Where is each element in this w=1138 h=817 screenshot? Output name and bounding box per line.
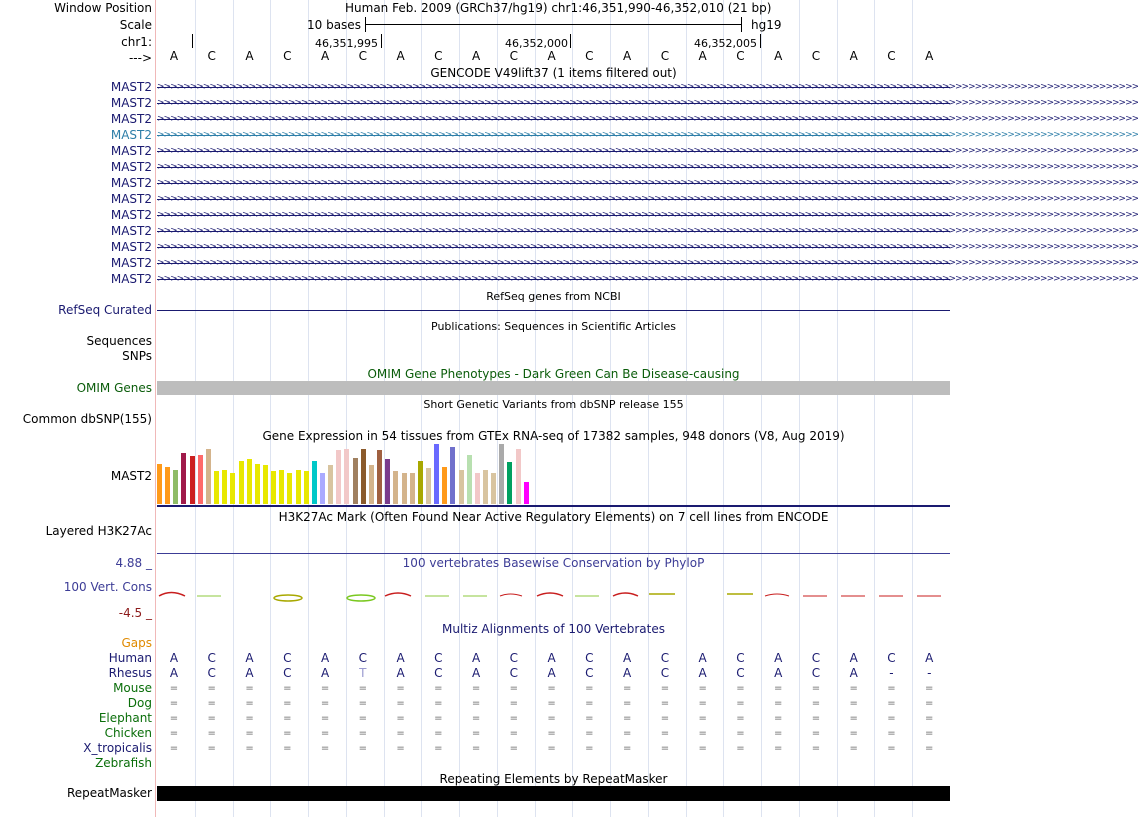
alignment-base: = <box>698 713 707 724</box>
omim-track-title: OMIM Gene Phenotypes - Dark Green Can Be Disease-causing <box>367 367 740 381</box>
gtex-tissue-bar[interactable] <box>279 470 284 504</box>
alignment-base: - <box>927 666 932 680</box>
alignment-base: = <box>283 713 292 724</box>
gtex-tissue-bar[interactable] <box>402 473 407 504</box>
alignment-base: = <box>925 698 934 709</box>
alignment-base: = <box>736 743 745 754</box>
alignment-base: = <box>283 743 292 754</box>
base-letter: A <box>320 49 330 63</box>
alignment-base: = <box>320 743 330 754</box>
alignment-base: C <box>736 666 745 680</box>
alignment-base: = <box>471 683 481 694</box>
alignment-base: = <box>585 743 594 754</box>
gtex-tissue-bar[interactable] <box>263 465 268 504</box>
gencode-gene-label[interactable]: MAST2 <box>110 80 152 94</box>
gtex-tissue-bar[interactable] <box>385 459 390 504</box>
gencode-gene-label[interactable]: MAST2 <box>110 240 152 254</box>
gtex-tissue-bar[interactable] <box>516 449 521 504</box>
alignment-base: = <box>811 743 821 754</box>
alignment-base: = <box>358 713 367 724</box>
gencode-gene-label[interactable]: MAST2 <box>110 272 152 286</box>
multiz-track-title: Multiz Alignments of 100 Vertebrates <box>441 622 666 636</box>
gtex-tissue-bar[interactable] <box>206 449 211 504</box>
alignment-base: = <box>434 743 443 754</box>
alignment-base: = <box>169 698 179 709</box>
alignment-base: C <box>434 666 443 680</box>
alignment-base: = <box>849 728 858 739</box>
gtex-tissue-bar[interactable] <box>271 471 276 504</box>
alignment-base: = <box>773 683 783 694</box>
gtex-tissue-bar[interactable] <box>296 470 301 504</box>
gencode-transcript[interactable]: >>>>>>>>>>>>>>>>>>>>>>>>>>>>>>>>>>>>>>>>>>>>>>>>>>>>>>>>>>>>>>>>>>>>>>>>>>>>>>>>>>>>>>>>>>>>>>>>>>>>>>>>>>>>>>>>>>>>>>>>>>>>>>>>>>>>>>>>>>>>>>>>>>>>>> <box>157 130 1138 140</box>
gencode-transcript[interactable]: >>>>>>>>>>>>>>>>>>>>>>>>>>>>>>>>>>>>>>>>>>>>>>>>>>>>>>>>>>>>>>>>>>>>>>>>>>>>>>>>>>>>>>>>>>>>>>>>>>>>>>>>>>>>>>>>>>>>>>>>>>>>>>>>>>>>>>>>>>>>>>>>>>>>>> <box>157 146 1138 156</box>
coord-tick-major <box>760 34 761 48</box>
alignment-base: = <box>698 698 707 709</box>
gtex-tissue-bar[interactable] <box>442 467 447 504</box>
alignment-base: = <box>773 698 783 709</box>
alignment-base: = <box>471 743 481 754</box>
gtex-tissue-bar[interactable] <box>222 470 227 504</box>
alignment-base: = <box>434 728 443 739</box>
alignment-base: C <box>509 651 519 665</box>
alignment-base: = <box>622 728 632 739</box>
alignment-base: A <box>169 651 179 665</box>
alignment-base: = <box>547 683 556 694</box>
species-label-rhesus[interactable]: Rhesus <box>108 666 152 680</box>
gtex-gene-label[interactable]: MAST2 <box>110 469 152 483</box>
alignment-base: = <box>736 683 745 694</box>
alignment-base: = <box>245 728 254 739</box>
alignment-base: A <box>849 651 858 665</box>
alignment-base: = <box>169 743 179 754</box>
species-label-human[interactable]: Human <box>108 651 152 665</box>
cons-min-label: -4.5 _ <box>118 606 152 620</box>
species-label-mouse[interactable]: Mouse <box>113 681 152 695</box>
gtex-tissue-bar[interactable] <box>418 461 423 504</box>
assembly-label: hg19 <box>751 18 782 32</box>
alignment-base: = <box>245 683 254 694</box>
gencode-transcript[interactable]: >>>>>>>>>>>>>>>>>>>>>>>>>>>>>>>>>>>>>>>>>>>>>>>>>>>>>>>>>>>>>>>>>>>>>>>>>>>>>>>>>>>>>>>>>>>>>>>>>>>>>>>>>>>>>>>>>>>>>>>>>>>>>>>>>>>>>>>>>>>>>>>>>>>>>> <box>157 178 1138 188</box>
alignment-base: = <box>396 683 405 694</box>
gtex-tissue-bar[interactable] <box>304 471 309 504</box>
alignment-base: - <box>889 666 894 680</box>
coord-tick-label: 46,351,995 <box>315 37 378 50</box>
alignment-base: = <box>622 683 632 694</box>
alignment-base: A <box>849 666 858 680</box>
gencode-gene-label[interactable]: MAST2 <box>110 160 152 174</box>
base-letter: C <box>207 49 216 63</box>
alignment-base: C <box>509 666 519 680</box>
base-letter: C <box>660 49 670 63</box>
alignment-base: = <box>698 743 707 754</box>
gtex-tissue-bar[interactable] <box>247 459 252 504</box>
alignment-base: C <box>283 651 292 665</box>
alignment-base: = <box>434 683 443 694</box>
alignment-base: A <box>774 651 783 665</box>
gtex-track-title: Gene Expression in 54 tissues from GTEx RNA-seq of 17382 samples, 948 donors (V8, Aug 2019) <box>262 429 845 443</box>
base-letter: A <box>925 49 934 63</box>
alignment-base: = <box>471 713 481 724</box>
alignment-base: A <box>471 651 481 665</box>
alignment-base: C <box>811 651 821 665</box>
gencode-transcript[interactable]: >>>>>>>>>>>>>>>>>>>>>>>>>>>>>>>>>>>>>>>>>>>>>>>>>>>>>>>>>>>>>>>>>>>>>>>>>>>>>>>>>>>>>>>>>>>>>>>>>>>>>>>>>>>>>>>>>>>>>>>>>>>>>>>>>>>>>>>>>>>>>>>>>>>>>> <box>157 242 1138 252</box>
alignment-base: = <box>660 728 670 739</box>
gencode-gene-label[interactable]: MAST2 <box>110 128 152 142</box>
base-letter: C <box>358 49 367 63</box>
alignment-base: = <box>773 713 783 724</box>
alignment-base: = <box>283 698 292 709</box>
gencode-gene-label[interactable]: MAST2 <box>110 112 152 126</box>
alignment-base: A <box>245 651 254 665</box>
alignment-base: = <box>509 743 519 754</box>
gtex-tissue-bar[interactable] <box>491 473 496 504</box>
gtex-tissue-bar[interactable] <box>255 464 260 504</box>
phylop-track-title: 100 vertebrates Basewise Conservation by PhyloP <box>402 556 705 570</box>
gtex-tissue-bar[interactable] <box>426 468 431 504</box>
alignment-base: A <box>547 651 556 665</box>
gencode-gene-label[interactable]: MAST2 <box>110 176 152 190</box>
alignment-base: C <box>660 651 670 665</box>
track-label-column <box>0 0 155 817</box>
gencode-gene-label[interactable]: MAST2 <box>110 144 152 158</box>
h3k27ac-track-title: H3K27Ac Mark (Often Found Near Active Regulatory Elements) on 7 cell lines from ENCODE <box>278 510 829 524</box>
snps-label[interactable]: SNPs <box>122 349 152 363</box>
alignment-base: = <box>887 698 896 709</box>
alignment-base: A <box>698 651 707 665</box>
alignment-base: = <box>320 683 330 694</box>
alignment-base: = <box>811 683 821 694</box>
alignment-base: = <box>396 743 405 754</box>
alignment-base: = <box>320 728 330 739</box>
alignment-base: C <box>434 651 443 665</box>
coord-tick-label: 46,352,000 <box>505 37 568 50</box>
alignment-base: = <box>245 698 254 709</box>
gtex-tissue-bar[interactable] <box>157 464 162 504</box>
gencode-transcript[interactable]: >>>>>>>>>>>>>>>>>>>>>>>>>>>>>>>>>>>>>>>>>>>>>>>>>>>>>>>>>>>>>>>>>>>>>>>>>>>>>>>>>>>>>>>>>>>>>>>>>>>>>>>>>>>>>>>>>>>>>>>>>>>>>>>>>>>>>>>>>>>>>>>>>>>>>> <box>157 82 1138 92</box>
base-letter: A <box>698 49 707 63</box>
alignment-base: = <box>207 683 216 694</box>
phylop-wiggle[interactable] <box>157 586 950 606</box>
alignment-base: = <box>207 698 216 709</box>
alignment-base: = <box>283 728 292 739</box>
alignment-base: C <box>811 666 821 680</box>
alignment-base: = <box>887 713 896 724</box>
alignment-base: T <box>359 666 367 680</box>
alignment-base: = <box>396 728 405 739</box>
gencode-gene-label[interactable]: MAST2 <box>110 224 152 238</box>
alignment-base: A <box>774 666 783 680</box>
gencode-transcript[interactable]: >>>>>>>>>>>>>>>>>>>>>>>>>>>>>>>>>>>>>>>>>>>>>>>>>>>>>>>>>>>>>>>>>>>>>>>>>>>>>>>>>>>>>>>>>>>>>>>>>>>>>>>>>>>>>>>>>>>>>>>>>>>>>>>>>>>>>>>>>>>>>>>>>>>>>> <box>157 194 1138 204</box>
alignment-base: A <box>925 651 934 665</box>
alignment-base: = <box>925 713 934 724</box>
alignment-base: A <box>547 666 556 680</box>
alignment-base: C <box>660 666 670 680</box>
base-letter: A <box>547 49 556 63</box>
repeatmasker-track-title: Repeating Elements by RepeatMasker <box>439 772 668 786</box>
alignment-base: = <box>849 698 858 709</box>
base-letter: C <box>887 49 896 63</box>
cons-track-label[interactable]: 100 Vert. Cons <box>63 580 152 594</box>
alignment-base: = <box>925 683 934 694</box>
alignment-base: = <box>773 743 783 754</box>
gtex-tissue-bar[interactable] <box>467 455 472 504</box>
gencode-gene-label[interactable]: MAST2 <box>110 208 152 222</box>
alignment-base: = <box>849 683 858 694</box>
alignment-base: C <box>585 666 594 680</box>
alignment-base: = <box>320 698 330 709</box>
alignment-base: = <box>773 728 783 739</box>
alignment-base: = <box>811 713 821 724</box>
coord-tick-major <box>192 34 193 48</box>
gencode-gene-label[interactable]: MAST2 <box>110 96 152 110</box>
gtex-tissue-bar[interactable] <box>173 470 178 504</box>
base-letter: C <box>283 49 292 63</box>
alignment-base: A <box>471 666 481 680</box>
alignment-base: = <box>509 728 519 739</box>
window-position-label: Window Position <box>54 1 152 15</box>
gtex-tissue-bar[interactable] <box>434 444 439 504</box>
alignment-base: A <box>396 666 405 680</box>
gtex-tissue-bar[interactable] <box>483 470 488 504</box>
alignment-base: A <box>320 666 330 680</box>
alignment-base: C <box>207 651 216 665</box>
publications-track-title: Publications: Sequences in Scientific Articles <box>431 320 676 333</box>
base-letter: A <box>245 49 254 63</box>
gtex-tissue-bar[interactable] <box>287 473 292 504</box>
coord-tick-label: 46,352,005 <box>694 37 757 50</box>
alignment-base: = <box>698 728 707 739</box>
alignment-base: = <box>585 698 594 709</box>
gencode-transcript[interactable]: >>>>>>>>>>>>>>>>>>>>>>>>>>>>>>>>>>>>>>>>>>>>>>>>>>>>>>>>>>>>>>>>>>>>>>>>>>>>>>>>>>>>>>>>>>>>>>>>>>>>>>>>>>>>>>>>>>>>>>>>>>>>>>>>>>>>>>>>>>>>>>>>>>>>>> <box>157 210 1138 220</box>
scale-bar-right-tick <box>741 17 742 32</box>
alignment-base: A <box>698 666 707 680</box>
chr-label: chr1: <box>121 35 152 49</box>
alignment-base: = <box>245 743 254 754</box>
gencode-transcript[interactable]: >>>>>>>>>>>>>>>>>>>>>>>>>>>>>>>>>>>>>>>>>>>>>>>>>>>>>>>>>>>>>>>>>>>>>>>>>>>>>>>>>>>>>>>>>>>>>>>>>>>>>>>>>>>>>>>>>>>>>>>>>>>>>>>>>>>>>>>>>>>>>>>>>>>>>> <box>157 258 1138 268</box>
base-letter: A <box>774 49 783 63</box>
gtex-tissue-bar[interactable] <box>344 449 349 504</box>
gtex-tissue-bar[interactable] <box>393 471 398 504</box>
alignment-base: = <box>471 698 481 709</box>
gtex-tissue-bar[interactable] <box>214 471 219 504</box>
alignment-base: = <box>585 683 594 694</box>
alignment-base: = <box>811 728 821 739</box>
alignment-base: C <box>585 651 594 665</box>
alignment-base: C <box>736 651 745 665</box>
dbsnp-track-title: Short Genetic Variants from dbSNP release 155 <box>423 398 684 411</box>
alignment-base: = <box>358 698 367 709</box>
refseq-gene-line[interactable] <box>157 310 950 311</box>
omim-genes-label[interactable]: OMIM Genes <box>76 381 152 395</box>
gaps-label[interactable]: Gaps <box>121 636 152 650</box>
alignment-base: = <box>207 728 216 739</box>
alignment-base: = <box>811 698 821 709</box>
alignment-base: A <box>245 666 254 680</box>
alignment-base: = <box>434 713 443 724</box>
gtex-tissue-bar[interactable] <box>369 465 374 504</box>
species-label-x-tropicalis[interactable]: X_tropicalis <box>83 741 152 755</box>
gencode-transcript[interactable]: >>>>>>>>>>>>>>>>>>>>>>>>>>>>>>>>>>>>>>>>>>>>>>>>>>>>>>>>>>>>>>>>>>>>>>>>>>>>>>>>>>>>>>>>>>>>>>>>>>>>>>>>>>>>>>>>>>>>>>>>>>>>>>>>>>>>>>>>>>>>>>>>>>>>>> <box>157 98 1138 108</box>
alignment-base: = <box>736 698 745 709</box>
alignment-base: = <box>169 728 179 739</box>
sequences-label[interactable]: Sequences <box>86 334 152 348</box>
gtex-tissue-bar[interactable] <box>507 462 512 504</box>
gtex-tissue-bar[interactable] <box>361 449 366 504</box>
gtex-tissue-bar[interactable] <box>410 473 415 504</box>
alignment-base: A <box>320 651 330 665</box>
gtex-tissue-bar[interactable] <box>190 456 195 504</box>
alignment-base: = <box>207 713 216 724</box>
coord-tick-major <box>381 34 382 48</box>
gtex-tissue-bar[interactable] <box>239 461 244 504</box>
alignment-base: A <box>169 666 179 680</box>
species-label-elephant[interactable]: Elephant <box>98 711 152 725</box>
alignment-base: = <box>471 728 481 739</box>
alignment-base: = <box>547 713 556 724</box>
base-letter: A <box>471 49 481 63</box>
gtex-gene-line <box>157 505 950 507</box>
base-letter: C <box>434 49 443 63</box>
gtex-tissue-bar[interactable] <box>165 467 170 504</box>
track-image-area[interactable] <box>157 0 1138 817</box>
omim-gene-bar[interactable] <box>157 381 950 395</box>
alignment-base: A <box>396 651 405 665</box>
gtex-tissue-bar[interactable] <box>181 453 186 504</box>
scale-text: 10 bases <box>307 18 361 32</box>
alignment-base: = <box>849 713 858 724</box>
scale-bar <box>365 24 741 25</box>
refseq-curated-label[interactable]: RefSeq Curated <box>58 303 152 317</box>
species-label-dog[interactable]: Dog <box>127 696 152 710</box>
base-letter: C <box>509 49 519 63</box>
alignment-base: = <box>660 713 670 724</box>
alignment-base: = <box>887 743 896 754</box>
base-letter: A <box>169 49 179 63</box>
alignment-base: C <box>887 651 896 665</box>
alignment-base: = <box>245 713 254 724</box>
alignment-base: = <box>887 728 896 739</box>
strand-label: ---> <box>128 51 152 65</box>
gencode-gene-label[interactable]: MAST2 <box>110 256 152 270</box>
gtex-tissue-bar[interactable] <box>524 482 529 504</box>
gtex-tissue-bar[interactable] <box>230 473 235 504</box>
alignment-base: = <box>169 683 179 694</box>
base-letter: C <box>811 49 821 63</box>
gtex-tissue-bar[interactable] <box>312 461 317 504</box>
alignment-base: = <box>509 713 519 724</box>
alignment-base: = <box>887 683 896 694</box>
alignment-base: = <box>925 728 934 739</box>
h3k27ac-baseline <box>157 553 950 554</box>
alignment-base: C <box>358 651 367 665</box>
alignment-base: = <box>547 728 556 739</box>
window-position-text: Human Feb. 2009 (GRCh37/hg19) chr1:46,351,990-46,352,010 (21 bp) <box>345 1 772 15</box>
base-letter: C <box>736 49 745 63</box>
gencode-transcript[interactable]: >>>>>>>>>>>>>>>>>>>>>>>>>>>>>>>>>>>>>>>>>>>>>>>>>>>>>>>>>>>>>>>>>>>>>>>>>>>>>>>>>>>>>>>>>>>>>>>>>>>>>>>>>>>>>>>>>>>>>>>>>>>>>>>>>>>>>>>>>>>>>>>>>>>>>> <box>157 274 1138 284</box>
alignment-base: = <box>622 698 632 709</box>
alignment-base: = <box>358 728 367 739</box>
gencode-gene-label[interactable]: MAST2 <box>110 192 152 206</box>
alignment-base: = <box>585 713 594 724</box>
alignment-base: = <box>736 713 745 724</box>
alignment-base: = <box>585 728 594 739</box>
alignment-base: = <box>396 698 405 709</box>
common-dbsnp-label[interactable]: Common dbSNP(155) <box>22 412 152 426</box>
coord-tick-major <box>570 34 571 48</box>
h3k27ac-label[interactable]: Layered H3K27Ac <box>45 524 152 538</box>
alignment-base: = <box>358 683 367 694</box>
gencode-transcript[interactable]: >>>>>>>>>>>>>>>>>>>>>>>>>>>>>>>>>>>>>>>>>>>>>>>>>>>>>>>>>>>>>>>>>>>>>>>>>>>>>>>>>>>>>>>>>>>>>>>>>>>>>>>>>>>>>>>>>>>>>>>>>>>>>>>>>>>>>>>>>>>>>>>>>>>>>> <box>157 162 1138 172</box>
gtex-tissue-bar[interactable] <box>459 470 464 504</box>
gtex-tissue-bar[interactable] <box>499 444 504 504</box>
alignment-base: = <box>849 743 858 754</box>
repeatmasker-element[interactable] <box>157 786 950 801</box>
base-letter: A <box>849 49 858 63</box>
alignment-base: C <box>207 666 216 680</box>
alignment-base: = <box>509 698 519 709</box>
alignment-base: = <box>547 698 556 709</box>
alignment-base: C <box>283 666 292 680</box>
alignment-base: = <box>320 713 330 724</box>
alignment-base: = <box>660 698 670 709</box>
gtex-tissue-bar[interactable] <box>198 455 203 504</box>
gencode-transcript[interactable]: >>>>>>>>>>>>>>>>>>>>>>>>>>>>>>>>>>>>>>>>>>>>>>>>>>>>>>>>>>>>>>>>>>>>>>>>>>>>>>>>>>>>>>>>>>>>>>>>>>>>>>>>>>>>>>>>>>>>>>>>>>>>>>>>>>>>>>>>>>>>>>>>>>>>>> <box>157 226 1138 236</box>
alignment-base: = <box>169 713 179 724</box>
cons-max-label: 4.88 _ <box>115 556 152 570</box>
gtex-tissue-bar[interactable] <box>377 450 382 504</box>
alignment-base: = <box>622 743 632 754</box>
alignment-base: = <box>207 743 216 754</box>
repeatmasker-label[interactable]: RepeatMasker <box>66 786 152 800</box>
alignment-base: = <box>547 743 556 754</box>
alignment-base: A <box>623 651 632 665</box>
gtex-tissue-bar[interactable] <box>450 447 455 504</box>
scale-label: Scale <box>119 18 152 32</box>
gtex-tissue-bar[interactable] <box>328 465 333 504</box>
gtex-tissue-bar[interactable] <box>353 458 358 504</box>
base-letter: A <box>623 49 632 63</box>
alignment-base: = <box>660 743 670 754</box>
base-letter: C <box>585 49 594 63</box>
alignment-base: = <box>434 698 443 709</box>
gtex-tissue-bar[interactable] <box>320 473 325 504</box>
alignment-base: = <box>509 683 519 694</box>
alignment-base: A <box>623 666 632 680</box>
alignment-base: = <box>283 683 292 694</box>
alignment-base: = <box>698 683 707 694</box>
alignment-base: = <box>925 743 934 754</box>
alignment-base: = <box>396 713 405 724</box>
gtex-tissue-bar[interactable] <box>336 450 341 504</box>
gtex-tissue-bar[interactable] <box>475 473 480 504</box>
alignment-base: = <box>736 728 745 739</box>
base-letter: A <box>396 49 405 63</box>
refseq-track-title: RefSeq genes from NCBI <box>486 290 621 303</box>
alignment-base: = <box>622 713 632 724</box>
alignment-base: = <box>358 743 367 754</box>
species-label-chicken[interactable]: Chicken <box>104 726 152 740</box>
species-label-zebrafish[interactable]: Zebrafish <box>95 756 152 770</box>
gencode-transcript[interactable]: >>>>>>>>>>>>>>>>>>>>>>>>>>>>>>>>>>>>>>>>>>>>>>>>>>>>>>>>>>>>>>>>>>>>>>>>>>>>>>>>>>>>>>>>>>>>>>>>>>>>>>>>>>>>>>>>>>>>>>>>>>>>>>>>>>>>>>>>>>>>>>>>>>>>>> <box>157 114 1138 124</box>
alignment-base: = <box>660 683 670 694</box>
gencode-track-title: GENCODE V49lift37 (1 items filtered out) <box>430 66 677 80</box>
